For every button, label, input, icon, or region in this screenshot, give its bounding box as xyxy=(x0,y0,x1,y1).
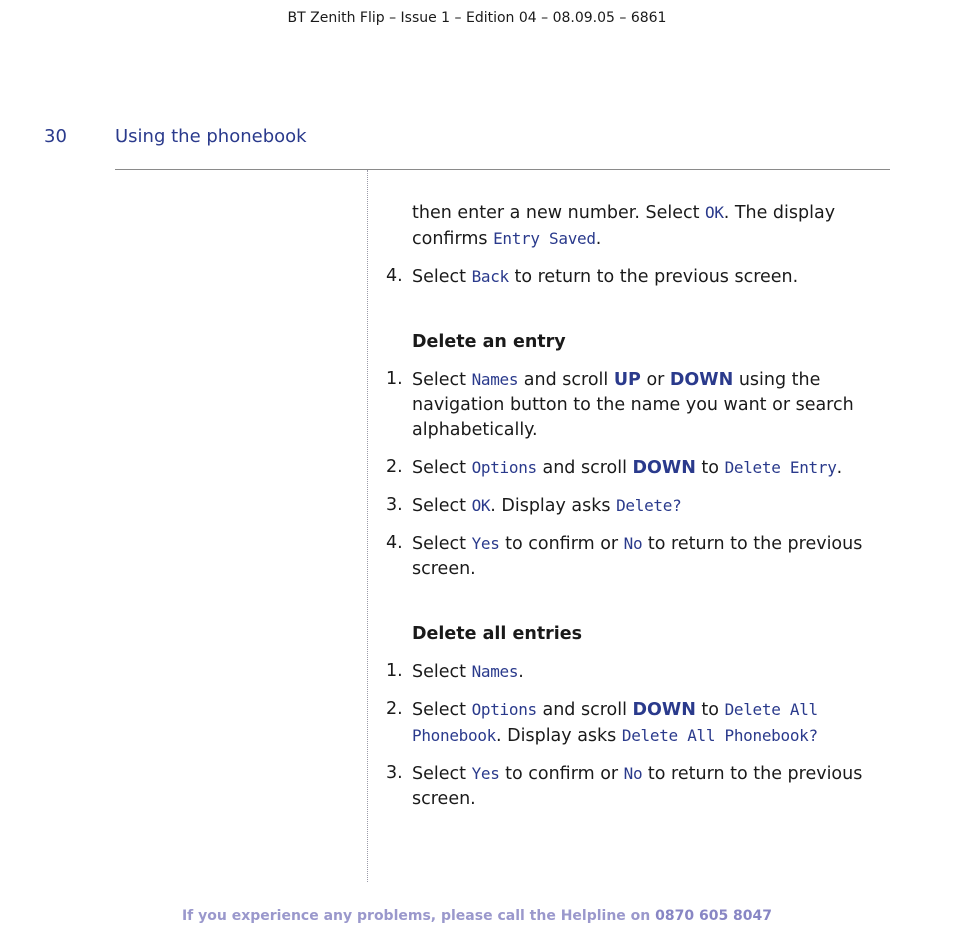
section-title: Using the phonebook xyxy=(115,126,307,147)
document-header: BT Zenith Flip – Issue 1 – Edition 04 – 08.09.05 – 6861 xyxy=(287,10,667,26)
step-number: 1. xyxy=(386,369,403,389)
text: . Display asks xyxy=(490,496,617,516)
delete-entry-step-4 xyxy=(386,531,872,582)
text: to confirm or xyxy=(499,764,624,784)
text: to return to the previous screen. xyxy=(412,534,863,579)
page-number: 30 xyxy=(44,126,67,147)
helpline-phone: 0870 605 8047 xyxy=(655,908,773,924)
delete-entry-step-1 xyxy=(386,367,872,443)
text: . xyxy=(836,458,843,478)
keyword-down: DOWN xyxy=(632,458,696,478)
text: and scroll xyxy=(536,700,633,720)
text: to xyxy=(695,700,725,720)
intro-paragraph xyxy=(412,200,872,252)
heading-delete-entry: Delete an entry xyxy=(412,332,566,352)
display-text-options: Options xyxy=(471,700,537,719)
step-number: 4. xyxy=(386,533,403,553)
delete-all-step-2 xyxy=(386,697,872,749)
display-text-delete-entry: Delete Entry xyxy=(724,458,837,477)
helpline-footer xyxy=(0,908,954,924)
delete-entry-step-2 xyxy=(386,455,872,481)
step-number: 2. xyxy=(386,699,403,719)
step-number: 1. xyxy=(386,661,403,681)
text: Select xyxy=(412,370,472,390)
text: and scroll xyxy=(518,370,614,390)
display-text-yes: Yes xyxy=(471,534,500,553)
display-text-options: Options xyxy=(471,458,537,477)
text: to confirm or xyxy=(499,534,624,554)
step-back xyxy=(386,264,872,290)
keyword-down: DOWN xyxy=(669,370,734,390)
step-number: 2. xyxy=(386,457,403,477)
text: Select xyxy=(412,267,472,287)
display-text-no: No xyxy=(623,534,643,553)
header-rule xyxy=(115,169,890,170)
keyword-down: DOWN xyxy=(632,700,696,720)
display-text-ok: OK xyxy=(705,203,724,222)
step-number: 3. xyxy=(386,763,403,783)
text: Select xyxy=(412,662,472,682)
delete-all-step-3 xyxy=(386,761,872,812)
display-text-names: Names xyxy=(471,370,519,389)
delete-all-step-1 xyxy=(386,659,872,685)
text: using the navigation button to the name you want or search alphabetically. xyxy=(412,370,854,440)
text: to xyxy=(695,458,725,478)
text: Select xyxy=(412,700,472,720)
display-text-no: No xyxy=(623,764,643,783)
text: Select xyxy=(412,764,472,784)
text: to return to the previous screen. xyxy=(508,267,799,287)
keyword-up: UP xyxy=(613,370,641,390)
display-text-names: Names xyxy=(471,662,519,681)
text: Select xyxy=(412,496,472,516)
display-text-back: Back xyxy=(471,267,509,286)
text: . xyxy=(518,662,524,682)
display-text-delete-question: Delete? xyxy=(616,496,682,515)
text: . Display asks xyxy=(496,726,622,746)
display-text-entry-saved: Entry Saved xyxy=(493,229,596,248)
main-content xyxy=(386,200,872,824)
text: and scroll xyxy=(536,458,633,478)
step-number: 3. xyxy=(386,495,403,515)
text: to return to the previous screen. xyxy=(412,764,863,809)
text: or xyxy=(640,370,670,390)
text: then enter a new number. Select xyxy=(412,203,706,223)
helpline-text: If you experience any problems, please call the Helpline on xyxy=(181,908,656,924)
heading-delete-all: Delete all entries xyxy=(412,624,583,644)
display-text-ok: OK xyxy=(471,496,491,515)
text: Select xyxy=(412,534,472,554)
display-text-delete-all-phonebook: Delete All Phonebook xyxy=(412,700,818,745)
text: Select xyxy=(412,458,472,478)
display-text-delete-all-question: Delete All Phonebook? xyxy=(621,726,818,745)
text: . The display confirms xyxy=(412,203,836,249)
display-text-yes: Yes xyxy=(471,764,500,783)
column-divider xyxy=(367,170,368,882)
delete-entry-step-3 xyxy=(386,493,872,519)
step-number: 4. xyxy=(386,266,403,286)
text: . xyxy=(595,229,602,249)
